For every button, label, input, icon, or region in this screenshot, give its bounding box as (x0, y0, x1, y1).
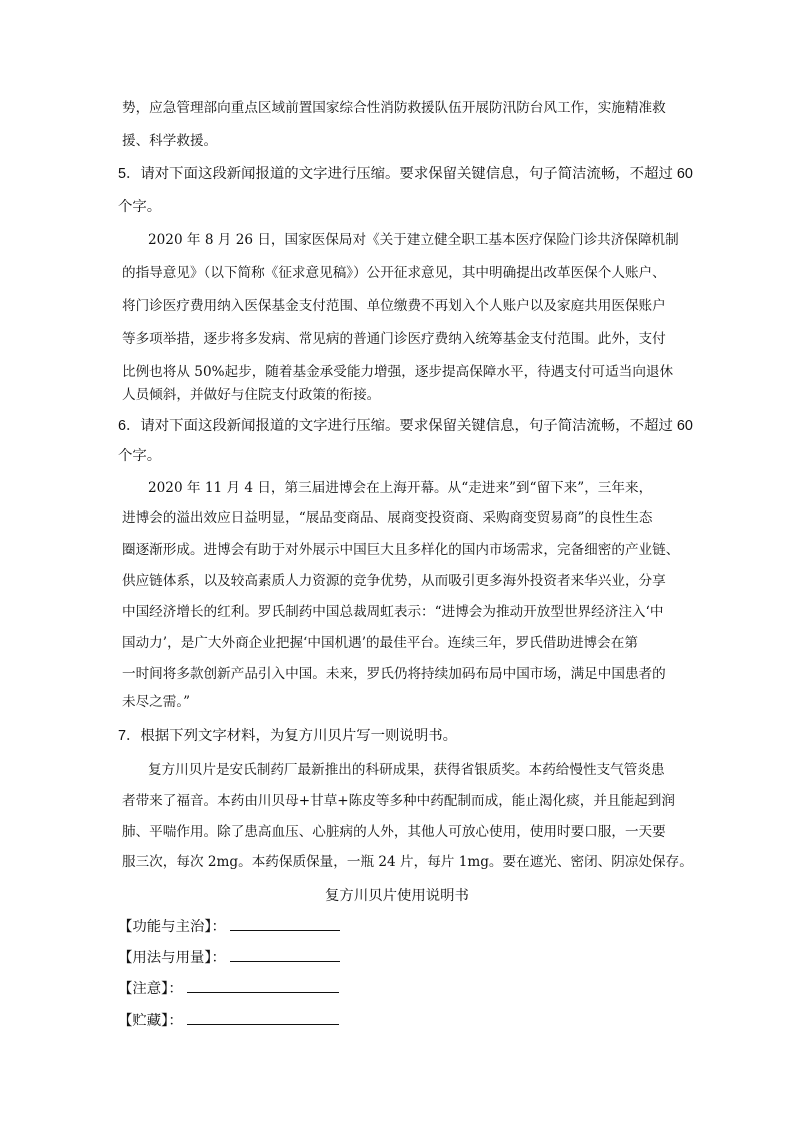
answer-blank[interactable] (230, 916, 340, 931)
text-line: 圈逐渐形成。进博会有助于对外展示中国巨大且多样化的国内市场需求，完备细密的产业链、 (122, 542, 680, 558)
field-label: 【功能与主治】： (118, 919, 226, 935)
question-6-cont: 个字。 (118, 448, 162, 464)
text-line: 援、科学救援。 (122, 133, 218, 149)
question-7: 7．根据下列文字材料，为复方川贝片写一则说明书。 (118, 728, 457, 744)
text-line: 复方川贝片是安氏制药厂最新推出的科研成果，获得省银质奖。本药给慢性支气管炎患 (148, 762, 665, 778)
text-line: 2020 年 11 月 4 日，第三届进博会在上海开幕。从“走进来”到“留下来”，三年来， (148, 480, 653, 496)
answer-blank[interactable] (187, 978, 339, 993)
answer-blank[interactable] (187, 1010, 339, 1025)
field-caution (118, 978, 339, 999)
text-line: 服三次，每次 2mg。本药保质保量，一瓶 24 片，每片 1mg。要在遮光、密闭、阴凉处保存。 (122, 854, 693, 870)
text-line: 进博会的溢出效应日益明显，“展品变商品、展商变投资商、采购商变贸易商”的良性生态 (122, 510, 653, 526)
text-line: 肺、平喘作用。除了患高血压、心脏病的人外，其他人可放心使用，使用时要口服，一天要 (122, 824, 666, 840)
question-6: 6．请对下面这段新闻报道的文字进行压缩。要求保留关键信息，句子简洁流畅，不超过 60 (118, 418, 693, 434)
text-line: 中国经济增长的红利。罗氏制药中国总裁周虹表示：“进博会为推动开放型世界经济注入‘中 (122, 604, 664, 620)
question-5-cont: 个字。 (118, 199, 162, 215)
field-label: 【用法与用量】： (118, 950, 226, 966)
text-line: 未尽之需。” (122, 694, 191, 710)
text-line: 供应链体系，以及较高素质人力资源的竞争优势，从而吸引更多海外投资者来华兴业，分享 (122, 573, 666, 589)
field-function (118, 916, 340, 937)
text-line: 等多项举措，逐步将多发病、常见病的普通门诊医疗费纳入统筹基金支付范围。此外，支付 (122, 331, 666, 347)
text-line: 一时间将多款创新产品引入中国。未来，罗氏仍将持续加码布局中国市场，满足中国患者的 (122, 666, 666, 682)
field-label: 【注意】： (118, 981, 183, 997)
text-line: 者带来了福音。本药由川贝母+甘草+陈皮等多种中药配制而成，能止渴化痰，并且能起到润 (122, 793, 675, 809)
instruction-title: 复方川贝片使用说明书 (325, 888, 469, 904)
question-5: 5．请对下面这段新闻报道的文字进行压缩。要求保留关键信息，句子简洁流畅，不超过 60 (118, 166, 693, 182)
text-line: 将门诊医疗费用纳入医保基金支付范围、单位缴费不再划入个人账户以及家庭共用医保账户 (122, 298, 666, 314)
text-line: 的指导意见》（以下简称《征求意见稿》）公开征求意见，其中明确提出改革医保个人账户、 (122, 265, 666, 281)
text-line: 比例也将从 50%起步，随着基金承受能力增强，逐步提高保障水平，待遇支付可适当向退休 (122, 364, 674, 380)
text-line: 国动力’，是广大外商企业把握‘中国机遇’的最佳平台。连续三年，罗氏借助进博会在第 (122, 635, 638, 651)
text-line: 人员倾斜，并做好与住院支付政策的衔接。 (122, 387, 381, 403)
text-line: 2020 年 8 月 26 日，国家医保局对《关于建立健全职工基本医疗保险门诊共济保障机制 (148, 232, 679, 248)
field-usage (118, 947, 340, 968)
field-label: 【贮藏】： (118, 1013, 183, 1029)
text-line: 势，应急管理部向重点区域前置国家综合性消防救援队伍开展防汛防台风工作，实施精准救 (122, 100, 666, 116)
field-storage (118, 1010, 339, 1031)
answer-blank[interactable] (230, 947, 340, 962)
